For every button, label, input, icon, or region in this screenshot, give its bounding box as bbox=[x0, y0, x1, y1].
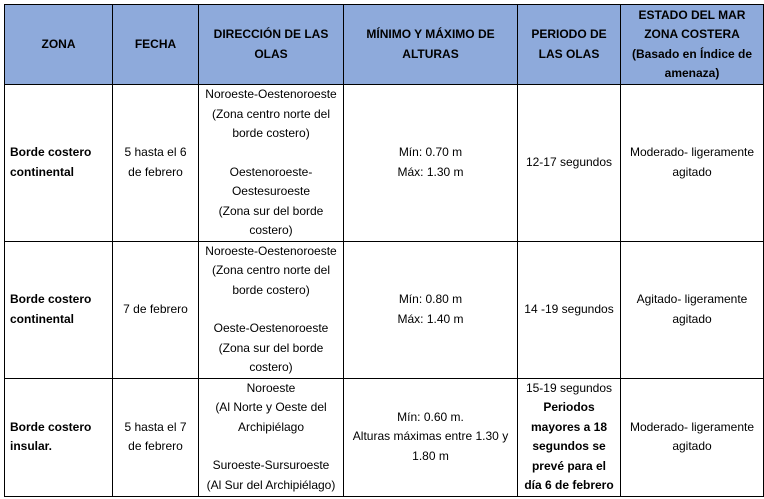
direccion-primary: Noroeste-Oestenoroeste bbox=[205, 243, 337, 258]
header-periodo: PERIODO DE LAS OLAS bbox=[518, 5, 621, 85]
header-fecha: FECHA bbox=[113, 5, 199, 85]
altura-min: Mín: 0.80 m bbox=[398, 292, 463, 306]
fecha-cell: 5 hasta el 6 de febrero bbox=[113, 85, 199, 242]
periodo-cell bbox=[518, 378, 621, 496]
altura-max: Máx: 1.30 m bbox=[397, 164, 464, 179]
altura-max: Alturas máximas entre 1.30 y 1.80 m bbox=[352, 429, 509, 463]
direccion-secondary: Oestenoroeste-Oestesuroeste bbox=[229, 164, 313, 198]
direccion-primary-zone: (Al Norte y Oeste del Archipiélago bbox=[215, 400, 327, 434]
periodo-cell: 12-17 segundos bbox=[518, 85, 621, 242]
periodo-note: Periodos mayores a 18 segundos se prevé para el día 6 de febrero bbox=[524, 400, 614, 492]
direccion-primary-zone: (Zona centro norte del borde costero) bbox=[211, 106, 331, 140]
fecha-cell: 5 hasta el 7 de febrero bbox=[113, 378, 199, 496]
estado-cell: Moderado- ligeramente agitado bbox=[621, 378, 764, 496]
direccion-secondary-zone: (Zona sur del borde costero) bbox=[218, 340, 324, 374]
header-zona: ZONA bbox=[5, 5, 113, 85]
direccion-secondary-zone: (Al Sur del Archipiélago) bbox=[206, 477, 336, 492]
direccion-secondary: Suroeste-Sursuroeste bbox=[212, 458, 330, 473]
altura-min: Mín: 0.70 m bbox=[398, 145, 463, 160]
table-row bbox=[5, 85, 764, 242]
direccion-primary: Noroeste-Oestenoroeste bbox=[205, 87, 337, 101]
alturas-cell bbox=[344, 378, 518, 496]
altura-max: Máx: 1.40 m bbox=[397, 311, 464, 326]
alturas-cell bbox=[344, 85, 518, 242]
direccion-cell bbox=[199, 378, 344, 496]
header-estado bbox=[621, 5, 764, 85]
header-row bbox=[5, 5, 764, 85]
direccion-primary: Noroeste bbox=[246, 380, 296, 395]
zona-cell: Borde costero insular. bbox=[5, 378, 113, 496]
alturas-cell bbox=[344, 241, 518, 378]
altura-min: Mín: 0.60 m. bbox=[397, 409, 464, 424]
header-alturas: MÍNIMO Y MÁXIMO DE ALTURAS bbox=[344, 5, 518, 85]
periodo-value: 15-19 segundos bbox=[525, 380, 613, 395]
estado-cell: Agitado- ligeramente agitado bbox=[621, 241, 764, 378]
direccion-primary-zone: (Zona centro norte del borde costero) bbox=[211, 263, 331, 297]
header-estado-subtitle: (Basado en Índice de amenaza) bbox=[631, 46, 753, 80]
table-row bbox=[5, 241, 764, 378]
wave-forecast-table bbox=[4, 4, 764, 497]
header-estado-title: ESTADO DEL MAR ZONA COSTERA bbox=[638, 7, 746, 41]
zona-cell: Borde costero continental bbox=[5, 241, 113, 378]
direccion-secondary-zone: (Zona sur del borde costero) bbox=[218, 203, 324, 237]
estado-cell: Moderado- ligeramente agitado bbox=[621, 85, 764, 242]
table-row bbox=[5, 378, 764, 496]
zona-cell: Borde costero continental bbox=[5, 85, 113, 242]
header-direccion: DIRECCIÓN DE LAS OLAS bbox=[199, 5, 344, 85]
direccion-cell bbox=[199, 85, 344, 242]
fecha-cell: 7 de febrero bbox=[113, 241, 199, 378]
direccion-secondary: Oeste-Oestenoroeste bbox=[213, 321, 329, 335]
periodo-cell: 14 -19 segundos bbox=[518, 241, 621, 378]
direccion-cell bbox=[199, 241, 344, 378]
